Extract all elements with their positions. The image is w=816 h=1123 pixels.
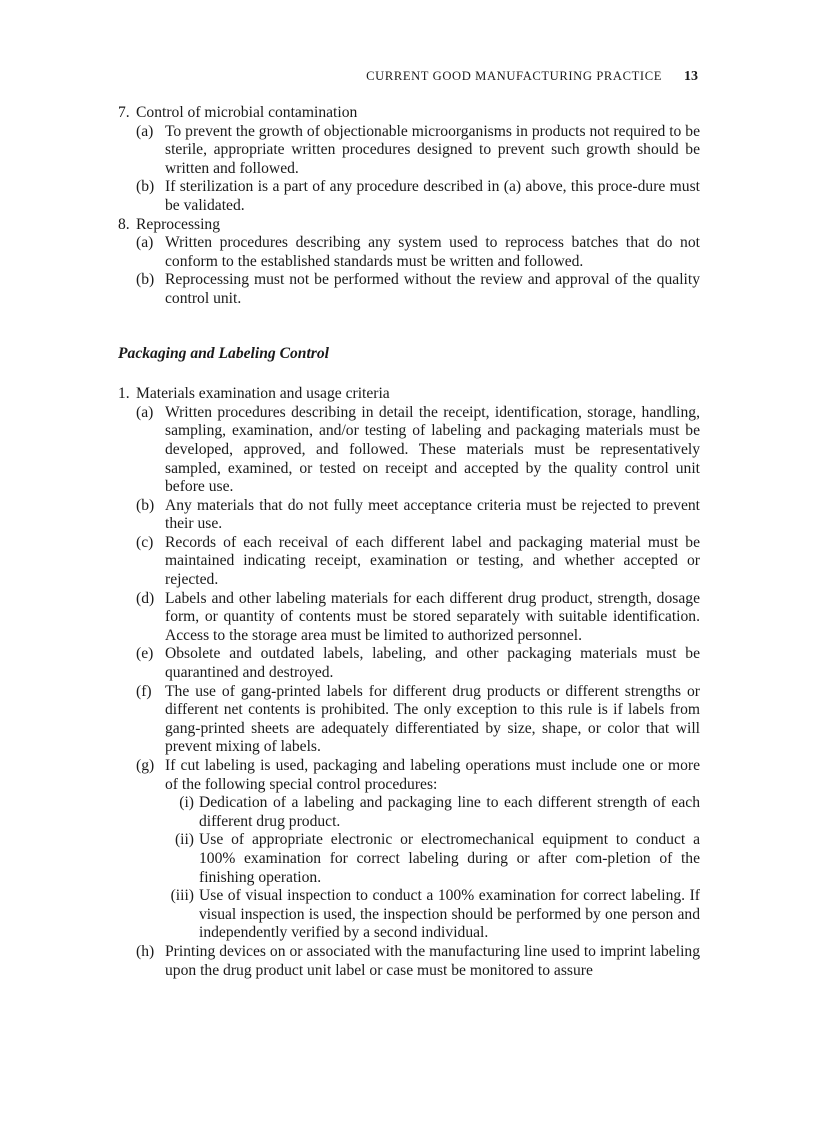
nested-label: (i)	[179, 794, 194, 812]
nested-item	[118, 887, 700, 943]
list-item-8	[118, 216, 700, 235]
running-title: CURRENT GOOD MANUFACTURING PRACTICE	[366, 69, 662, 83]
sub-label: (b)	[136, 178, 155, 196]
item-number: 8.	[118, 215, 130, 233]
sub-label: (b)	[136, 496, 155, 514]
sub-text: Written procedures describing any system used to reprocess batches that do not conform to the established standards must be written and followed.	[165, 234, 700, 270]
sub-text: If cut labeling is used, packaging and labeling operations must include one or more of the following special control procedures:	[165, 757, 700, 793]
sub-item	[118, 271, 700, 308]
nested-item	[118, 831, 700, 887]
sub-text: Any materials that do not fully meet acceptance criteria must be rejected to prevent their use.	[165, 496, 700, 533]
sub-text: Labels and other labeling materials for each different drug product, strength, dosage form, or quantity of contents must be stored separately with suitable identification. Access to the storage area must be limited to authorized personnel.	[165, 589, 700, 644]
sub-text: Printing devices on or associated with the manufacturing line used to imprint labeling upon the drug product unit label or case must be monitored to assure	[165, 942, 700, 979]
sub-item	[118, 234, 700, 271]
sub-text: The use of gang-printed labels for different drug products or different strengths or different net contents is prohibited. The only exception to this rule is if labels from gang-printed sheets are adequately differentiated by size, shape, or color that will prevent mixing of labels.	[165, 682, 700, 756]
nested-text: Use of visual inspection to conduct a 100% examination for correct labeling. If visual inspection is used, the inspection should be performed by one person and independently verified by a second individual.	[199, 887, 700, 942]
page-body	[118, 104, 700, 980]
sub-label: (d)	[136, 589, 155, 607]
sub-label: (g)	[136, 757, 155, 774]
sub-item	[118, 497, 700, 534]
list-item-1	[118, 385, 700, 404]
sub-label: (h)	[136, 942, 155, 960]
sub-text: Reprocessing must not be performed without the review and approval of the quality control unit.	[165, 271, 700, 307]
list-item-7	[118, 104, 700, 123]
nested-text: Dedication of a labeling and packaging line to each different strength of each different drug product.	[199, 794, 700, 830]
sub-item	[118, 178, 700, 215]
sub-label: (a)	[136, 403, 154, 421]
section-heading: Packaging and Labeling Control	[118, 344, 329, 362]
page-number: 13	[684, 69, 698, 84]
sub-label: (e)	[136, 645, 154, 663]
nested-item	[118, 794, 700, 831]
item-title: Reprocessing	[136, 215, 221, 233]
sub-label: (c)	[136, 533, 154, 551]
sub-text: If sterilization is a part of any procedure described in (a) above, this proce-dure must be validated.	[165, 178, 700, 214]
sub-label: (b)	[136, 271, 155, 289]
sub-text: Records of each receival of each different label and packaging material must be maintained indicating receipt, examination or testing, and whether accepted or rejected.	[165, 533, 700, 589]
sub-text: Written procedures describing in detail the receipt, identification, storage, handling, sampling, examination, and/or testing of labeling and packaging materials must be developed, approved, and followed. These materials must be representatively sampled, examined, or tested on receipt and accepted by the quality control unit before use.	[165, 403, 700, 496]
nested-text: Use of appropriate electronic or electromechanical equipment to conduct a 100% examination for correct labeling during or after com-pletion of the finishing operation.	[199, 831, 700, 886]
running-header	[0, 67, 698, 87]
sub-item	[118, 534, 700, 590]
sub-label: (f)	[136, 682, 152, 700]
sub-label: (a)	[136, 122, 154, 140]
sub-item	[118, 590, 700, 646]
sub-item	[118, 645, 700, 682]
sub-item	[118, 683, 700, 757]
item-title: Control of microbial contamination	[136, 104, 358, 121]
nested-label: (ii)	[174, 831, 194, 849]
item-number: 7.	[118, 104, 130, 121]
sub-text: To prevent the growth of objectionable microorganisms in products not required to be sterile, appropriate written procedures designed to prevent such growth should be written and followed.	[165, 122, 700, 177]
sub-item	[118, 123, 700, 179]
item-title: Materials examination and usage criteria	[136, 385, 390, 403]
nested-label: (iii)	[170, 887, 194, 905]
sub-text: Obsolete and outdated labels, labeling, and other packaging materials must be quarantined and destroyed.	[165, 645, 700, 682]
item-number: 1.	[118, 385, 130, 403]
sub-item	[118, 757, 700, 794]
sub-item	[118, 943, 700, 980]
sub-item	[118, 404, 700, 497]
sub-label: (a)	[136, 234, 154, 252]
